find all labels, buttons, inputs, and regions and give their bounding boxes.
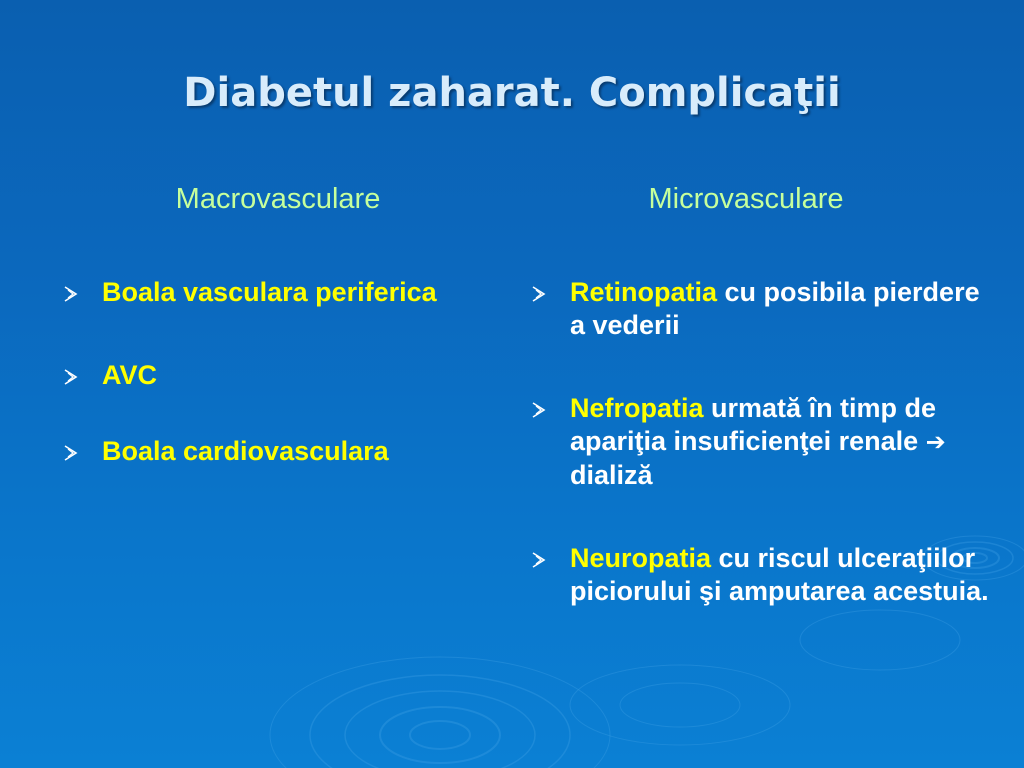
- macrovascular-list: [62, 276, 502, 468]
- item-highlight: AVC: [102, 360, 158, 390]
- macrovascular-heading: Macrovasculare: [175, 183, 381, 215]
- chevron-right-icon: [62, 285, 80, 303]
- item-highlight: Boala vasculara periferica: [102, 277, 437, 307]
- item-text-after: dializă: [570, 460, 653, 490]
- list-item: [530, 542, 990, 608]
- list-item: [62, 435, 502, 468]
- chevron-right-icon: [62, 368, 80, 386]
- chevron-right-icon: [530, 551, 548, 569]
- item-highlight: Neuropatia: [570, 543, 712, 573]
- chevron-right-icon: [530, 401, 548, 419]
- microvascular-heading: Microvasculare: [648, 183, 844, 215]
- list-item: [530, 276, 990, 342]
- chevron-right-icon: [530, 285, 548, 303]
- item-text: urmată în timp de apariţia insuficienţei renale: [570, 393, 937, 456]
- chevron-right-icon: [62, 444, 80, 462]
- item-text: cu riscul ulceraţiilor piciorului şi amputarea acestuia.: [570, 543, 989, 606]
- list-item: [62, 359, 502, 392]
- item-highlight: Retinopatia: [570, 277, 718, 307]
- item-text: cu posibila pierdere a vederii: [570, 277, 980, 340]
- list-item: [530, 392, 990, 492]
- list-item: [62, 276, 502, 309]
- arrow-right-icon: ➔: [925, 428, 946, 456]
- microvascular-list: [530, 276, 990, 608]
- slide-title: Diabetul zaharat. Complicaţii: [183, 70, 841, 116]
- item-highlight: Boala cardiovasculara: [102, 436, 389, 466]
- item-highlight: Nefropatia: [570, 393, 704, 423]
